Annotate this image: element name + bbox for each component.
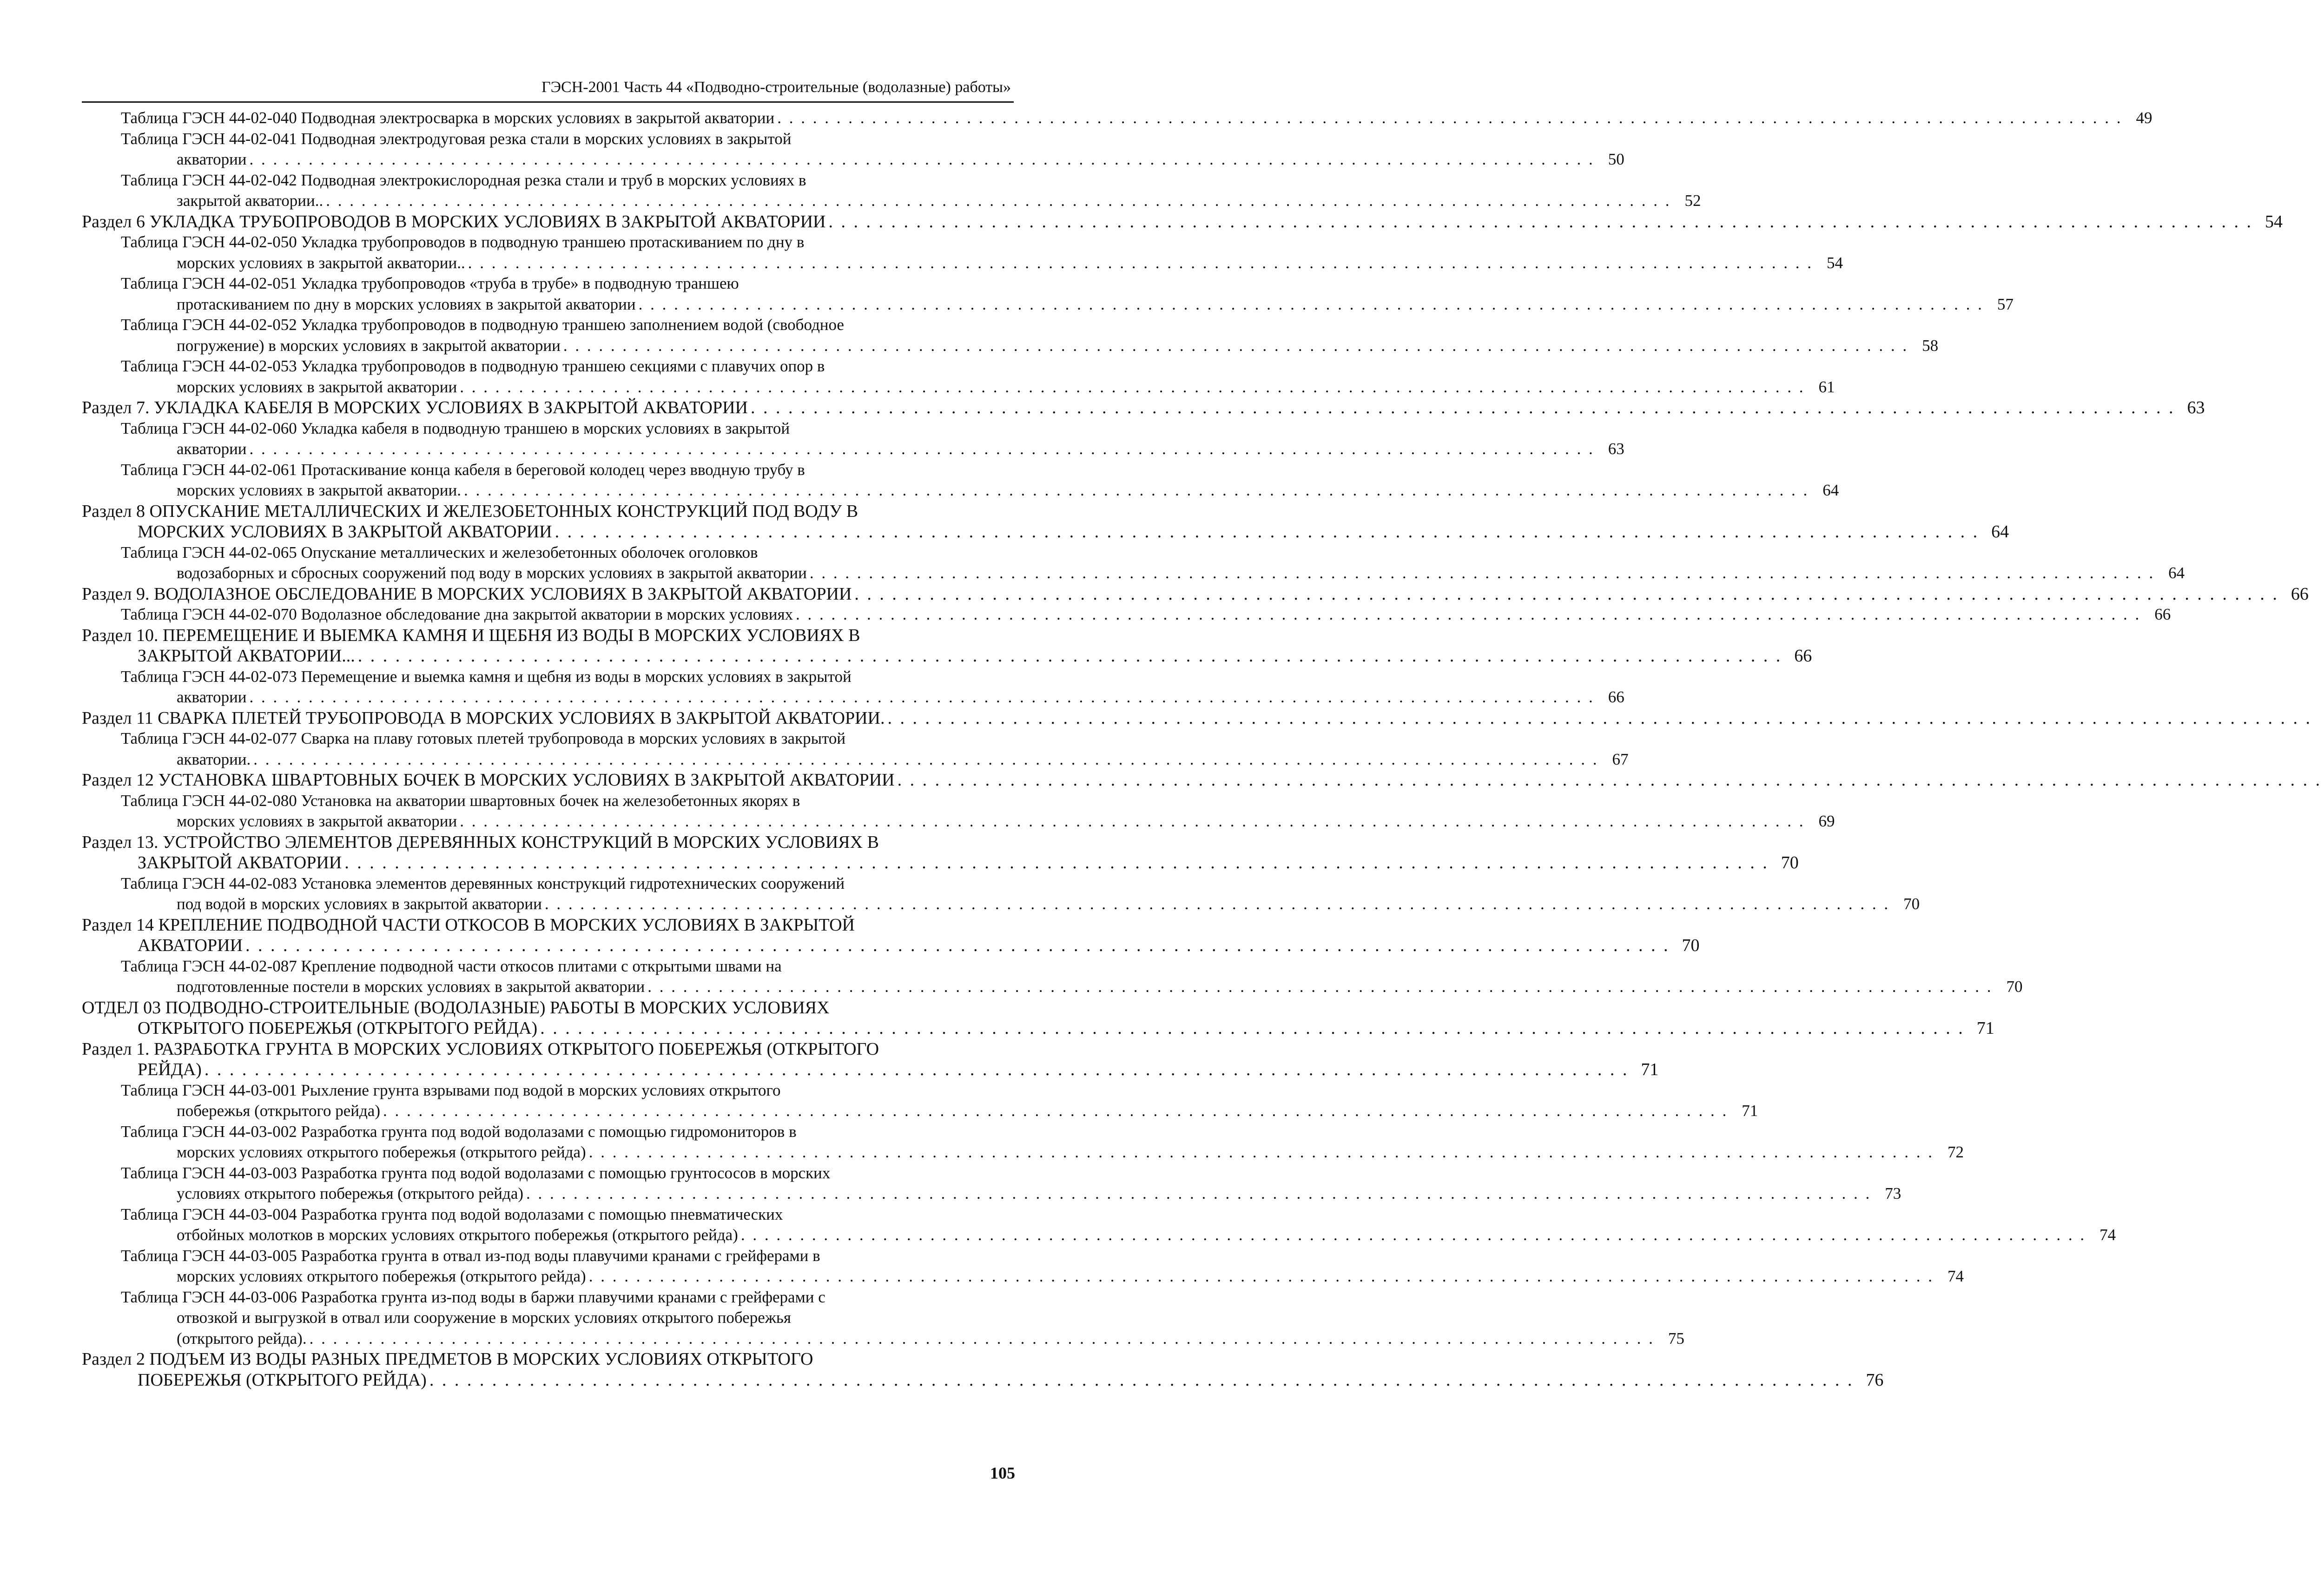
toc-page-number: 64 <box>1991 522 2009 542</box>
toc-entry-text: Таблица ГЭСН 44-02-060 Укладка кабеля в подводную траншею в морских условиях в закрытой <box>121 419 790 437</box>
toc-entry-text: Таблица ГЭСН 44-03-005 Разработка грунта в отвал из-под воды плавучими кранами с грейферами в <box>121 1246 820 1265</box>
toc-table-entry[interactable] <box>0 1204 2116 1246</box>
toc-entry-text: ОТКРЫТОГО ПОБЕРЕЖЬЯ (ОТКРЫТОГО РЕЙДА) <box>138 1018 538 1038</box>
toc-entry-text: протаскиванием по дну в морских условиях в закрытой акватории <box>177 295 636 313</box>
toc-entry-text: ЗАКРЫТОЙ АКВАТОРИИ <box>138 853 342 872</box>
toc-entry-text: морских условиях в закрытой акватории.. <box>177 253 465 272</box>
dot-leader: . . . . . . . . . . . . . . . . . . . . . . . . . . . . . . . . . . . . . . . . . . . . . . . . . . . . . . . . . . . . . . . . . . . . . . . . . . . . . . . . . . . . . . . . . . . . . . . . . . . . . . . . . . . . . . . . . . <box>526 1184 1872 1202</box>
toc-page-number: 74 <box>1947 1267 1964 1285</box>
dot-leader: . . . . . . . . . . . . . . . . . . . . . . . . . . . . . . . . . . . . . . . . . . . . . . . . . . . . . . . . . . . . . . . . . . . . . . . . . . . . . . . . . . . . . . . . . . . . . . . . . . . . . . . . . . . . . . . . . . <box>887 708 2312 728</box>
dot-leader: . . . . . . . . . . . . . . . . . . . . . . . . . . . . . . . . . . . . . . . . . . . . . . . . . . . . . . . . . . . . . . . . . . . . . . . . . . . . . . . . . . . . . . . . . . . . . . . . . . . . . . . . . . . . . . . . . . <box>249 150 1595 168</box>
toc-entry-text: Раздел 6 УКЛАДКА ТРУБОПРОВОДОВ В МОРСКИХ УСЛОВИЯХ В ЗАКРЫТОЙ АКВАТОРИИ <box>82 211 826 231</box>
toc-table-entry[interactable] <box>0 170 1701 211</box>
toc-entry-text: Таблица ГЭСН 44-03-004 Разработка грунта под водой водолазами с помощью пневматических <box>121 1205 783 1223</box>
toc-page-number: 52 <box>1684 192 1701 210</box>
toc-entry-text: Таблица ГЭСН 44-02-040 Подводная электросварка в морских условиях в закрытой акватории <box>121 109 775 127</box>
toc-table-entry[interactable] <box>0 1122 1964 1163</box>
toc-page-number: 66 <box>2291 584 2309 604</box>
toc-table-entry[interactable] <box>0 129 1624 170</box>
toc-table-entry[interactable] <box>0 1287 1684 1349</box>
dot-leader: . . . . . . . . . . . . . . . . . . . . . . . . . . . . . . . . . . . . . . . . . . . . . . . . . . . . . . . . . . . . . . . . . . . . . . . . . . . . . . . . . . . . . . . . . . . . . . . . . . . . . . . . . . . . . . . . . . <box>383 1102 1729 1120</box>
toc-entry-text: (открытого рейда). <box>177 1329 307 1348</box>
toc-entry-text: морских условиях в закрытой акватории. <box>177 481 462 499</box>
toc-section-entry[interactable] <box>0 1039 1659 1080</box>
toc-entry-text: морских условиях открытого побережья (открытого рейда) <box>177 1267 586 1285</box>
toc-entry-text: Раздел 12 УСТАНОВКА ШВАРТОВНЫХ БОЧЕК В МОРСКИХ УСЛОВИЯХ В ЗАКРЫТОЙ АКВАТОРИИ <box>82 770 895 790</box>
toc-table-entry[interactable] <box>0 460 1839 501</box>
dot-leader: . . . . . . . . . . . . . . . . . . . . . . . . . . . . . . . . . . . . . . . . . . . . . . . . . . . . . . . . . . . . . . . . . . . . . . . . . . . . . . . . . . . . . . . . . . . . . . . . . . . . . . . . . . . . . . . . . . <box>796 605 2141 623</box>
toc-entry-text: ПОБЕРЕЖЬЯ (ОТКРЫТОГО РЕЙДА) <box>138 1370 427 1390</box>
toc-page-number: 63 <box>2187 398 2205 417</box>
toc-entry-text: Таблица ГЭСН 44-02-083 Установка элементов деревянных конструкций гидротехнических сооружений <box>121 874 845 892</box>
toc-table-entry[interactable] <box>0 356 1835 397</box>
toc-table-entry[interactable] <box>0 418 1624 460</box>
dot-leader: . . . . . . . . . . . . . . . . . . . . . . . . . . . . . . . . . . . . . . . . . . . . . . . . . . . . . . . . . . . . . . . . . . . . . . . . . . . . . . . . . . . . . . . . . . . . . . . . . . . . . . . . . . . . . . . . . . <box>544 895 1890 913</box>
toc-table-entry[interactable] <box>0 232 1843 273</box>
toc-page-number: 66 <box>1608 688 1624 706</box>
toc-entry-text: Таблица ГЭСН 44-03-001 Рыхление грунта взрывами под водой в морских условиях открытого <box>121 1081 781 1099</box>
toc-table-entry[interactable] <box>0 667 1624 708</box>
toc-entry-text: Раздел 13. УСТРОЙСТВО ЭЛЕМЕНТОВ ДЕРЕВЯННЫХ КОНСТРУКЦИЙ В МОРСКИХ УСЛОВИЯХ В <box>82 832 879 852</box>
toc-entry-text: морских условиях в закрытой акватории <box>177 377 457 396</box>
toc-entry-text: условиях открытого побережья (открытого рейда) <box>177 1184 524 1202</box>
toc-table-entry[interactable] <box>0 604 2171 625</box>
toc-entry-text: Таблица ГЭСН 44-02-050 Укладка трубопроводов в подводную траншею протаскиванием по дну в <box>121 233 805 251</box>
toc-page-number: 50 <box>1608 150 1624 168</box>
toc-entry-text: закрытой акватории.. <box>177 192 324 210</box>
toc-section-entry[interactable] <box>0 997 1994 1039</box>
dot-leader: . . . . . . . . . . . . . . . . . . . . . . . . . . . . . . . . . . . . . . . . . . . . . . . . . . . . . . . . . . . . . . . . . . . . . . . . . . . . . . . . . . . . . . . . . . . . . . . . . . . . . . . . . . . . . . . . . . <box>740 1226 2086 1244</box>
toc-page-number: 54 <box>1827 253 1843 272</box>
toc-entry-text: акватории. <box>177 750 251 768</box>
dot-leader: . . . . . . . . . . . . . . . . . . . . . . . . . . . . . . . . . . . . . . . . . . . . . . . . . . . . . . . . . . . . . . . . . . . . . . . . . . . . . . . . . . . . . . . . . . . . . . . . . . . . . . . . . . . . . . . . . . <box>460 377 1805 396</box>
toc-page-number: 69 <box>1818 812 1835 830</box>
dot-leader: . . . . . . . . . . . . . . . . . . . . . . . . . . . . . . . . . . . . . . . . . . . . . . . . . . . . . . . . . . . . . . . . . . . . . . . . . . . . . . . . . . . . . . . . . . . . . . . . . . . . . . . . . . . . . . . . . . <box>809 564 2155 582</box>
dot-leader: . . . . . . . . . . . . . . . . . . . . . . . . . . . . . . . . . . . . . . . . . . . . . . . . . . . . . . . . . . . . . . . . . . . . . . . . . . . . . . . . . . . . . . . . . . . . . . . . . . . . . . . . . . . . . . . . . . <box>563 336 1909 355</box>
toc-entry-text: подготовленные постели в морских условиях в закрытой акватории <box>177 978 645 996</box>
toc-page-number: 70 <box>1682 936 1700 955</box>
toc-entry-text: отбойных молотков в морских условиях открытого побережья (открытого рейда) <box>177 1226 738 1244</box>
toc-entry-text: Таблица ГЭСН 44-02-070 Водолазное обследование дна закрытой акватории в морских условиях <box>121 605 793 623</box>
toc-entry-text: Таблица ГЭСН 44-02-053 Укладка трубопроводов в подводную траншею секциями с плавучих опор в <box>121 357 825 375</box>
dot-leader: . . . . . . . . . . . . . . . . . . . . . . . . . . . . . . . . . . . . . . . . . . . . . . . . . . . . . . . . . . . . . . . . . . . . . . . . . . . . . . . . . . . . . . . . . . . . . . . . . . . . . . . . . . . . . . . . . . <box>253 750 1599 768</box>
toc-page-number: 70 <box>2006 978 2023 996</box>
header-rule <box>82 101 1014 103</box>
toc-table-entry[interactable] <box>0 1163 1901 1204</box>
toc-table-entry[interactable] <box>0 1246 1964 1287</box>
toc-entry-text: побережья (открытого рейда) <box>177 1102 380 1120</box>
toc-entry-text: ЗАКРЫТОЙ АКВАТОРИИ... <box>138 646 355 666</box>
toc-entry-text: Раздел 1. РАЗРАБОТКА ГРУНТА В МОРСКИХ УСЛОВИЯХ ОТКРЫТОГО ПОБЕРЕЖЬЯ (ОТКРЫТОГО <box>82 1039 879 1059</box>
toc-page-number: 76 <box>1866 1370 1884 1390</box>
toc-entry-text: Раздел 14 КРЕПЛЕНИЕ ПОДВОДНОЙ ЧАСТИ ОТКОСОВ В МОРСКИХ УСЛОВИЯХ В ЗАКРЫТОЙ <box>82 915 855 935</box>
toc-entry-text: РЕЙДА) <box>138 1060 202 1079</box>
dot-leader: . . . . . . . . . . . . . . . . . . . . . . . . . . . . . . . . . . . . . . . . . . . . . . . . . . . . . . . . . . . . . . . . . . . . . . . . . . . . . . . . . . . . . . . . . . . . . . . . . . . . . . . . . . . . . . . . . . <box>468 253 1814 272</box>
dot-leader: . . . . . . . . . . . . . . . . . . . . . . . . . . . . . . . . . . . . . . . . . . . . . . . . . . . . . . . . . . . . . . . . . . . . . . . . . . . . . . . . . . . . . . . . . . . . . . . . . . . . . . . . . . . . . . . . . . <box>897 770 2322 790</box>
toc-section-entry[interactable] <box>0 708 2312 729</box>
toc-section-entry[interactable] <box>0 770 2322 791</box>
toc-entry-text: Раздел 11 СВАРКА ПЛЕТЕЙ ТРУБОПРОВОДА В МОРСКИХ УСЛОВИЯХ В ЗАКРЫТОЙ АКВАТОРИИ. <box>82 708 885 728</box>
dot-leader: . . . . . . . . . . . . . . . . . . . . . . . . . . . . . . . . . . . . . . . . . . . . . . . . . . . . . . . . . . . . . . . . . . . . . . . . . . . . . . . . . . . . . . . . . . . . . . . . . . . . . . . . . . . . . . . . . . <box>751 398 2175 417</box>
toc-page-number: 61 <box>1818 377 1835 396</box>
toc-page-number: 49 <box>2136 109 2152 127</box>
toc-entry-text: погружение) в морских условиях в закрытой акватории <box>177 336 561 355</box>
toc-section-entry[interactable] <box>0 1349 1884 1390</box>
dot-leader: . . . . . . . . . . . . . . . . . . . . . . . . . . . . . . . . . . . . . . . . . . . . . . . . . . . . . . . . . . . . . . . . . . . . . . . . . . . . . . . . . . . . . . . . . . . . . . . . . . . . . . . . . . . . . . . . . . <box>828 211 2253 231</box>
toc-entry-text: Раздел 2 ПОДЪЕМ ИЗ ВОДЫ РАЗНЫХ ПРЕДМЕТОВ В МОРСКИХ УСЛОВИЯХ ОТКРЫТОГО <box>82 1349 813 1369</box>
toc-page-number: 66 <box>2154 605 2171 623</box>
toc-page-number: 67 <box>1612 750 1629 768</box>
dot-leader: . . . . . . . . . . . . . . . . . . . . . . . . . . . . . . . . . . . . . . . . . . . . . . . . . . . . . . . . . . . . . . . . . . . . . . . . . . . . . . . . . . . . . . . . . . . . . . . . . . . . . . . . . . . . . . . . . . <box>460 812 1805 830</box>
toc-entry-text: Таблица ГЭСН 44-02-061 Протаскивание конца кабеля в береговой колодец через вводную трубу в <box>121 460 805 479</box>
toc-page-number: 64 <box>1822 481 1839 499</box>
toc-table-entry[interactable] <box>0 542 2185 584</box>
dot-leader: . . . . . . . . . . . . . . . . . . . . . . . . . . . . . . . . . . . . . . . . . . . . . . . . . . . . . . . . . . . . . . . . . . . . . . . . . . . . . . . . . . . . . . . . . . . . . . . . . . . . . . . . . . . . . . . . . . <box>588 1267 1934 1285</box>
dot-leader: . . . . . . . . . . . . . . . . . . . . . . . . . . . . . . . . . . . . . . . . . . . . . . . . . . . . . . . . . . . . . . . . . . . . . . . . . . . . . . . . . . . . . . . . . . . . . . . . . . . . . . . . . . . . . . . . . . <box>854 584 2279 604</box>
toc-section-entry[interactable] <box>0 501 2009 542</box>
table-of-contents <box>0 108 2322 1390</box>
dot-leader: . . . . . . . . . . . . . . . . . . . . . . . . . . . . . . . . . . . . . . . . . . . . . . . . . . . . . . . . . . . . . . . . . . . . . . . . . . . . . . . . . . . . . . . . . . . . . . . . . . . . . . . . . . . . . . . . . . <box>638 295 1984 313</box>
toc-entry-text: акватории <box>177 688 247 706</box>
toc-entry-text: МОРСКИХ УСЛОВИЯХ В ЗАКРЫТОЙ АКВАТОРИИ <box>138 522 552 542</box>
toc-entry-text: Таблица ГЭСН 44-02-087 Крепление подводной части откосов плитами с открытыми швами на <box>121 957 782 975</box>
dot-leader: . . . . . . . . . . . . . . . . . . . . . . . . . . . . . . . . . . . . . . . . . . . . . . . . . . . . . . . . . . . . . . . . . . . . . . . . . . . . . . . . . . . . . . . . . . . . . . . . . . . . . . . . . . . . . . . . . . <box>777 109 2123 127</box>
toc-entry-text: Таблица ГЭСН 44-02-052 Укладка трубопроводов в подводную траншею заполнением водой (свободное <box>121 316 844 334</box>
toc-entry-text: морских условиях в закрытой акватории <box>177 812 457 830</box>
toc-section-entry[interactable] <box>0 397 2205 418</box>
toc-entry-text: отвозкой и выгрузкой в отвал или сооружение в морских условиях открытого побережья <box>177 1308 791 1327</box>
toc-entry-text: Таблица ГЭСН 44-03-002 Разработка грунта под водой водолазами с помощью гидромониторов в <box>121 1122 797 1141</box>
dot-leader: . . . . . . . . . . . . . . . . . . . . . . . . . . . . . . . . . . . . . . . . . . . . . . . . . . . . . . . . . . . . . . . . . . . . . . . . . . . . . . . . . . . . . . . . . . . . . . . . . . . . . . . . . . . . . . . . . . <box>588 1143 1934 1161</box>
dot-leader: . . . . . . . . . . . . . . . . . . . . . . . . . . . . . . . . . . . . . . . . . . . . . . . . . . . . . . . . . . . . . . . . . . . . . . . . . . . . . . . . . . . . . . . . . . . . . . . . . . . . . . . . . . . . . . . . . . <box>326 192 1671 210</box>
toc-table-entry[interactable] <box>0 1080 1758 1122</box>
toc-page-number: 71 <box>1976 1018 1994 1038</box>
toc-entry-text: Раздел 10. ПЕРЕМЕЩЕНИЕ И ВЫЕМКА КАМНЯ И ЩЕБНЯ ИЗ ВОДЫ В МОРСКИХ УСЛОВИЯХ В <box>82 625 860 645</box>
toc-page-number <box>2315 708 2324 729</box>
toc-entry-text: водозаборных и сбросных сооружений под воду в морских условиях в закрытой акватории <box>177 564 807 582</box>
toc-table-entry[interactable] <box>0 956 2023 997</box>
toc-entry-text: ОТДЕЛ 03 ПОДВОДНО-СТРОИТЕЛЬНЫЕ (ВОДОЛАЗНЫЕ) РАБОТЫ В МОРСКИХ УСЛОВИЯХ <box>82 997 830 1017</box>
dot-leader: . . . . . . . . . . . . . . . . . . . . . . . . . . . . . . . . . . . . . . . . . . . . . . . . . . . . . . . . . . . . . . . . . . . . . . . . . . . . . . . . . . . . . . . . . . . . . . . . . . . . . . . . . . . . . . . . . . <box>464 481 1809 499</box>
dot-leader: . . . . . . . . . . . . . . . . . . . . . . . . . . . . . . . . . . . . . . . . . . . . . . . . . . . . . . . . . . . . . . . . . . . . . . . . . . . . . . . . . . . . . . . . . . . . . . . . . . . . . . . . . . . . . . . . . . <box>555 522 1980 542</box>
toc-entry-text: Раздел 9. ВОДОЛАЗНОЕ ОБСЛЕДОВАНИЕ В МОРСКИХ УСЛОВИЯХ В ЗАКРЫТОЙ АКВАТОРИИ <box>82 584 852 604</box>
toc-entry-text: Таблица ГЭСН 44-02-042 Подводная электрокислородная резка стали и труб в морских условиях в <box>121 171 806 189</box>
dot-leader: . . . . . . . . . . . . . . . . . . . . . . . . . . . . . . . . . . . . . . . . . . . . . . . . . . . . . . . . . . . . . . . . . . . . . . . . . . . . . . . . . . . . . . . . . . . . . . . . . . . . . . . . . . . . . . . . . . <box>429 1370 1854 1390</box>
toc-section-entry[interactable] <box>0 584 2309 605</box>
toc-table-entry[interactable] <box>0 791 1835 832</box>
toc-page-number: 73 <box>1885 1184 1901 1202</box>
toc-entry-text: Таблица ГЭСН 44-02-077 Сварка на плаву готовых плетей трубопровода в морских условиях в закрытой <box>121 729 846 747</box>
toc-section-entry[interactable] <box>0 211 2283 232</box>
toc-page-number: 58 <box>1922 336 1939 355</box>
dot-leader: . . . . . . . . . . . . . . . . . . . . . . . . . . . . . . . . . . . . . . . . . . . . . . . . . . . . . . . . . . . . . . . . . . . . . . . . . . . . . . . . . . . . . . . . . . . . . . . . . . . . . . . . . . . . . . . . . . <box>249 440 1595 458</box>
toc-page-number: 71 <box>1641 1060 1659 1079</box>
toc-entry-text: Таблица ГЭСН 44-02-065 Опускание металлических и железобетонных оболочек оголовков <box>121 543 758 561</box>
dot-leader: . . . . . . . . . . . . . . . . . . . . . . . . . . . . . . . . . . . . . . . . . . . . . . . . . . . . . . . . . . . . . . . . . . . . . . . . . . . . . . . . . . . . . . . . . . . . . . . . . . . . . . . . . . . . . . . . . . <box>344 853 1769 872</box>
toc-page-number: 66 <box>1794 646 1812 666</box>
toc-entry-text: Таблица ГЭСН 44-02-041 Подводная электродуговая резка стали в морских условиях в закрытой <box>121 129 792 148</box>
toc-entry-text: Таблица ГЭСН 44-02-051 Укладка трубопроводов «труба в трубе» в подводную траншею <box>121 274 739 292</box>
dot-leader: . . . . . . . . . . . . . . . . . . . . . . . . . . . . . . . . . . . . . . . . . . . . . . . . . . . . . . . . . . . . . . . . . . . . . . . . . . . . . . . . . . . . . . . . . . . . . . . . . . . . . . . . . . . . . . . . . . <box>357 646 1783 666</box>
toc-page-number: 63 <box>1608 440 1624 458</box>
toc-page-number: 70 <box>1781 853 1799 872</box>
toc-page-number: 57 <box>1997 295 2014 313</box>
toc-entry-text: Раздел 7. УКЛАДКА КАБЕЛЯ В МОРСКИХ УСЛОВИЯХ В ЗАКРЫТОЙ АКВАТОРИИ <box>82 398 748 417</box>
toc-entry-text: морских условиях открытого побережья (открытого рейда) <box>177 1143 586 1161</box>
dot-leader: . . . . . . . . . . . . . . . . . . . . . . . . . . . . . . . . . . . . . . . . . . . . . . . . . . . . . . . . . . . . . . . . . . . . . . . . . . . . . . . . . . . . . . . . . . . . . . . . . . . . . . . . . . . . . . . . . . <box>647 978 1993 996</box>
toc-entry-text: АКВАТОРИИ <box>138 936 243 955</box>
dot-leader: . . . . . . . . . . . . . . . . . . . . . . . . . . . . . . . . . . . . . . . . . . . . . . . . . . . . . . . . . . . . . . . . . . . . . . . . . . . . . . . . . . . . . . . . . . . . . . . . . . . . . . . . . . . . . . . . . . <box>309 1329 1655 1348</box>
toc-entry-text: Таблица ГЭСН 44-02-073 Перемещение и выемка камня и щебня из воды в морских условиях в закрытой <box>121 667 852 686</box>
toc-entry-text: Таблица ГЭСН 44-02-080 Установка на акватории швартовных бочек на железобетонных якорях в <box>121 791 800 810</box>
running-header: ГЭСН-2001 Часть 44 «Подводно-строительные (водолазные) работы» <box>541 79 1011 96</box>
toc-table-entry[interactable] <box>0 315 1939 356</box>
dot-leader: . . . . . . . . . . . . . . . . . . . . . . . . . . . . . . . . . . . . . . . . . . . . . . . . . . . . . . . . . . . . . . . . . . . . . . . . . . . . . . . . . . . . . . . . . . . . . . . . . . . . . . . . . . . . . . . . . . <box>245 936 1670 955</box>
dot-leader: . . . . . . . . . . . . . . . . . . . . . . . . . . . . . . . . . . . . . . . . . . . . . . . . . . . . . . . . . . . . . . . . . . . . . . . . . . . . . . . . . . . . . . . . . . . . . . . . . . . . . . . . . . . . . . . . . . <box>204 1060 1629 1079</box>
toc-page-number: 64 <box>2168 564 2185 582</box>
toc-entry-text: Раздел 8 ОПУСКАНИЕ МЕТАЛЛИЧЕСКИХ И ЖЕЛЕЗОБЕТОННЫХ КОНСТРУКЦИЙ ПОД ВОДУ В <box>82 501 858 521</box>
toc-section-entry[interactable] <box>0 832 1799 873</box>
toc-table-entry[interactable] <box>0 273 2014 315</box>
toc-entry-text: акватории <box>177 150 247 168</box>
toc-entry-text: Таблица ГЭСН 44-03-003 Разработка грунта под водой водолазами с помощью грунтососов в морских <box>121 1163 831 1182</box>
dot-leader: . . . . . . . . . . . . . . . . . . . . . . . . . . . . . . . . . . . . . . . . . . . . . . . . . . . . . . . . . . . . . . . . . . . . . . . . . . . . . . . . . . . . . . . . . . . . . . . . . . . . . . . . . . . . . . . . . . <box>540 1018 1965 1038</box>
page-number: 105 <box>990 1464 1015 1482</box>
toc-table-entry[interactable] <box>0 728 1629 770</box>
dot-leader: . . . . . . . . . . . . . . . . . . . . . . . . . . . . . . . . . . . . . . . . . . . . . . . . . . . . . . . . . . . . . . . . . . . . . . . . . . . . . . . . . . . . . . . . . . . . . . . . . . . . . . . . . . . . . . . . . . <box>249 688 1595 706</box>
toc-section-entry[interactable] <box>0 625 1812 667</box>
toc-page-number: 71 <box>1742 1102 1758 1120</box>
toc-table-entry[interactable] <box>0 873 1920 915</box>
toc-page-number: 54 <box>2265 211 2283 231</box>
toc-entry-text: акватории <box>177 440 247 458</box>
toc-entry-text: Таблица ГЭСН 44-03-006 Разработка грунта из-под воды в баржи плавучими кранами с грейферами с <box>121 1288 825 1306</box>
toc-section-entry[interactable] <box>0 915 1700 956</box>
toc-page-number: 75 <box>1668 1329 1684 1348</box>
toc-entry-text: под водой в морских условиях в закрытой акватории <box>177 895 542 913</box>
toc-table-entry[interactable] <box>0 108 2152 129</box>
toc-page-number: 72 <box>1947 1143 1964 1161</box>
toc-page-number: 74 <box>2100 1226 2116 1244</box>
toc-page-number: 70 <box>1903 895 1920 913</box>
